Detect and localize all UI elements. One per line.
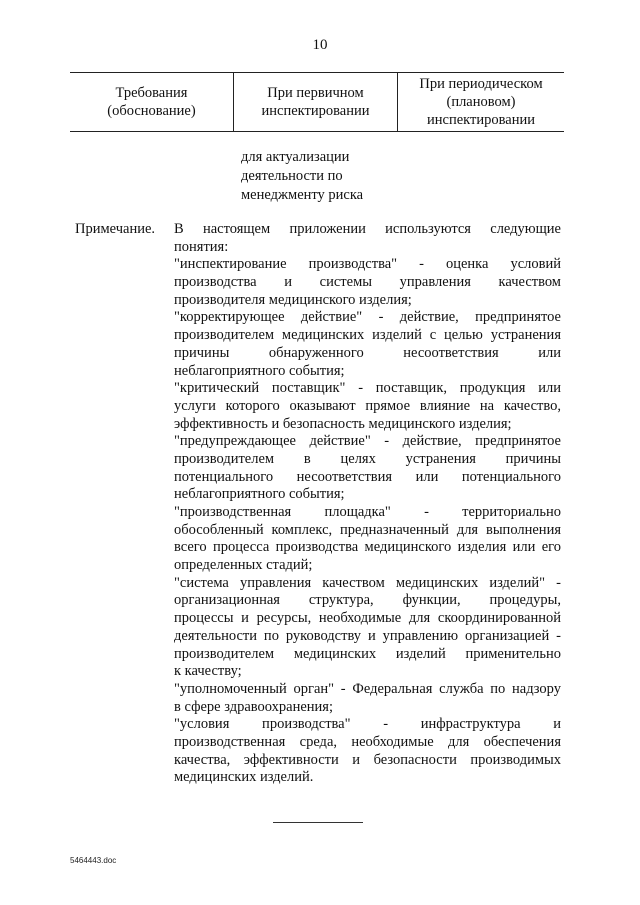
header-cell-periodic-inspection xyxy=(398,73,564,131)
note-line: "условия производства" - инфраструктура и xyxy=(174,716,561,733)
footer-divider xyxy=(273,822,363,823)
note-line: "предупреждающее действие" - действие, предпринятое xyxy=(174,433,561,450)
note-line: производственная среда, необходимые для обеспечения xyxy=(174,733,561,750)
header-requirements-label: Требования (обоснование) xyxy=(107,85,196,119)
note-line: производителем медицинских изделий применительно xyxy=(174,645,561,662)
note-line: "система управления качеством медицинских изделий" - xyxy=(174,574,561,591)
header-periodic-inspection-label: При периодическом (плановом) инспектировании xyxy=(419,76,543,128)
note-line: причины обнаруженного несоответствия или xyxy=(174,344,561,361)
note-line: производителем медицинских изделий с целью устранения xyxy=(174,327,561,344)
note-body xyxy=(174,221,561,787)
note-line: "инспектирование производства" - оценка условий xyxy=(174,256,561,273)
note-line: производителя медицинского изделия; xyxy=(174,291,412,308)
note-line: всего процесса производства медицинского изделия или его xyxy=(174,539,561,556)
note-line: определенных стадий; xyxy=(174,557,313,574)
note-line: эффективность и безопасность медицинского изделия; xyxy=(174,415,512,432)
note-line: обособленный комплекс, предназначенный для выполнения xyxy=(174,521,561,538)
continued-cell-line: деятельности по xyxy=(241,168,343,184)
note-line: "уполномоченный орган" - Федеральная служба по надзору xyxy=(174,680,561,697)
note-line: понятия: xyxy=(174,238,229,255)
continued-table-cell xyxy=(241,148,401,205)
continued-cell-line: для актуализации xyxy=(241,149,350,165)
page-number: 10 xyxy=(312,37,328,53)
footer-file-name: 5464443.doc xyxy=(70,856,117,865)
note-line: в сфере здравоохранения; xyxy=(174,698,333,715)
note-line: организационная структура, функции, процедуры, xyxy=(174,592,561,609)
continued-cell-line: менеджменту риска xyxy=(241,187,364,203)
note-line: "критический поставщик" - поставщик, продукция или xyxy=(174,380,561,397)
table-header-row xyxy=(70,72,564,132)
note-line: "корректирующее действие" - действие, предпринятое xyxy=(174,309,561,326)
note-line: медицинских изделий. xyxy=(174,769,314,786)
note-line: к качеству; xyxy=(174,663,242,680)
note-label: Примечание. xyxy=(75,221,156,237)
header-initial-inspection-label: При первичном инспектировании xyxy=(261,85,370,119)
note-line: неблагоприятного события; xyxy=(174,362,345,379)
note-line: В настоящем приложении используются следующие xyxy=(174,221,561,237)
note-line: качества, эффективности и безопасности производимых xyxy=(174,751,561,768)
note-line: процессы и ресурсы, необходимые для скоординированной xyxy=(174,610,561,627)
note-line: производства и системы управления качеством xyxy=(174,274,561,291)
header-cell-initial-inspection xyxy=(234,73,398,131)
note-line: деятельности по руководству и управлению организацией - xyxy=(174,627,561,644)
note-line: "производственная площадка" - территориально xyxy=(174,504,561,520)
note-line: неблагоприятного события; xyxy=(174,486,345,503)
header-cell-requirements xyxy=(70,73,234,131)
note-line: производителем в целях устранения причины xyxy=(174,450,561,467)
note-line: потенциального несоответствия или потенциального xyxy=(174,468,561,485)
note-line: услуги которого оказывают прямое влияние на качество, xyxy=(174,397,561,414)
